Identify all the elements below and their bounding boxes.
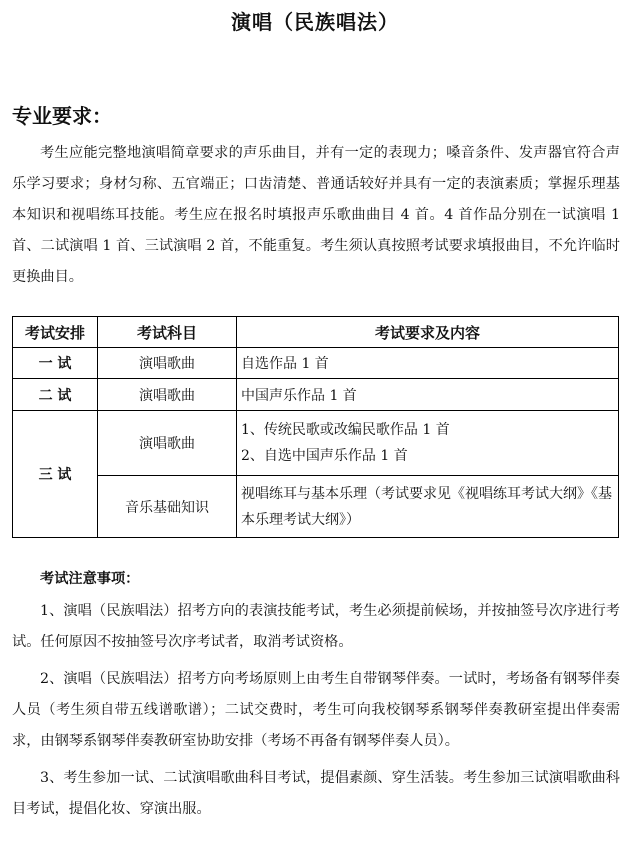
page-title: 演唱（民族唱法） xyxy=(231,10,399,34)
subject-cell: 音乐基础知识 xyxy=(98,476,237,538)
requirement-line: 1、传统民歌或改编民歌作品 1 首 xyxy=(241,422,450,438)
header-stage: 考试安排 xyxy=(13,317,98,348)
requirement-cell: 视唱练耳与基本乐理（考试要求见《视唱练耳考试大纲》《基本乐理考试大纲》） xyxy=(237,476,619,538)
requirement-cell: 中国声乐作品 1 首 xyxy=(237,379,619,411)
exam-table xyxy=(12,316,619,538)
note-item: 3、考生参加一试、二试演唱歌曲科目考试，提倡素颜、穿生活装。考生参加三试演唱歌曲科目考试，提倡化妆、穿演出服。 xyxy=(12,770,620,817)
section-heading: 专业要求： xyxy=(12,104,112,128)
table-row xyxy=(13,476,619,538)
subject-cell: 演唱歌曲 xyxy=(98,348,237,379)
table-row xyxy=(13,348,619,379)
stage-cell: 二 试 xyxy=(13,379,98,411)
notes-list xyxy=(12,596,620,831)
intro-paragraph: 考生应能完整地演唱简章要求的声乐曲目，并有一定的表现力；嗓音条件、发声器官符合声乐学习要求；身材匀称、五官端正；口齿清楚、普通话较好并具有一定的表演素质；掌握乐理基本知识和视唱练耳技能。考生应在报名时填报声乐歌曲曲目 4 首。4 首作品分别在一试演唱 1 首、二试演唱 1 首、三试演唱 2 首，不能重复。考生须认真按照考试要求填报曲目，不允许临时更换曲目。 xyxy=(12,145,620,285)
header-requirement: 考试要求及内容 xyxy=(237,317,619,348)
requirement-line: 2、自选中国声乐作品 1 首 xyxy=(241,448,408,464)
note-item: 2、演唱（民族唱法）招考方向考场原则上由考生自带钢琴伴奏。一试时，考场备有钢琴伴奏人员（考生须自带五线谱歌谱）；二试交费时，考生可向我校钢琴系钢琴伴奏教研室提出伴奏需求，由钢琴系钢琴伴奏教研室协助安排（考场不再备有钢琴伴奏人员）。 xyxy=(12,671,620,749)
header-subject: 考试科目 xyxy=(98,317,237,348)
requirement-cell xyxy=(237,411,619,476)
requirement-cell: 自选作品 1 首 xyxy=(237,348,619,379)
notes-heading: 考试注意事项： xyxy=(40,571,140,587)
stage-cell: 三 试 xyxy=(13,411,98,538)
note-item: 1、演唱（民族唱法）招考方向的表演技能考试，考生必须提前候场，并按抽签号次序进行考试。任何原因不按抽签号次序考试者，取消考试资格。 xyxy=(12,603,620,650)
table-header-row xyxy=(13,317,619,348)
table-row xyxy=(13,411,619,476)
subject-cell: 演唱歌曲 xyxy=(98,411,237,476)
stage-cell: 一 试 xyxy=(13,348,98,379)
subject-cell: 演唱歌曲 xyxy=(98,379,237,411)
table-row xyxy=(13,379,619,411)
